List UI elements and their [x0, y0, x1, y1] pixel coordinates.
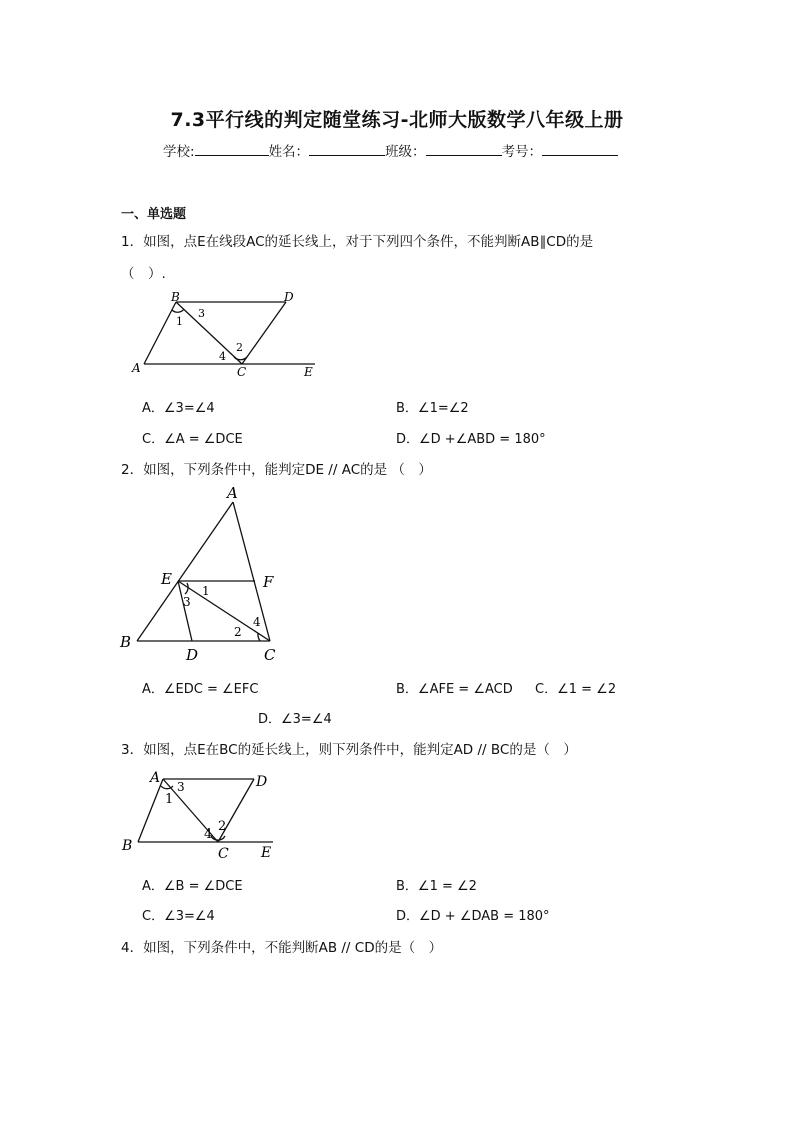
q1-angle-1: 1 — [176, 315, 183, 328]
q2-label-b: B — [120, 633, 132, 651]
q1-line-bc — [176, 302, 242, 364]
q2-label-a: A — [227, 484, 238, 502]
q1-line-ab — [144, 302, 176, 364]
section-heading: 一、单选题 — [121, 207, 187, 222]
q2-line-ba — [137, 502, 233, 641]
page-title: 7.3平行线的判定随堂练习-北师大版数学八年级上册 — [170, 109, 624, 131]
q3-option-b[interactable]: B．∠1 = ∠2 — [396, 879, 477, 894]
q1-option-b[interactable]: B．∠1=∠2 — [396, 401, 469, 416]
q3-label-b: B — [122, 838, 133, 854]
name-label: 姓名： — [268, 144, 310, 160]
q3-angle-1: 1 — [165, 792, 174, 807]
number-blank[interactable] — [542, 143, 618, 156]
q1-label-c: C — [237, 365, 247, 379]
q2-angle-4: 4 — [253, 615, 261, 629]
q1-line-dc — [242, 302, 286, 364]
q2-text: 2．如图，下列条件中，能判定DE // AC的是 （ ） — [121, 462, 432, 478]
q1-text: 1．如图，点E在线段AC的延长线上，对于下列四个条件，不能判断AB∥CD的是 — [121, 234, 594, 250]
q2-option-b[interactable]: B．∠AFE = ∠ACD — [396, 682, 513, 697]
class-label: 班级： — [385, 144, 426, 160]
q2-label-c: C — [264, 646, 276, 664]
q1-angle-2: 2 — [236, 341, 243, 354]
q1-option-a[interactable]: A．∠3=∠4 — [142, 401, 215, 416]
q1-angle-4: 4 — [219, 350, 226, 363]
q2-figure — [115, 480, 295, 666]
q1-angle-3: 3 — [198, 307, 205, 320]
q3-label-e: E — [261, 845, 272, 861]
q1-arc-1 — [172, 309, 184, 312]
q2-angle-3: 3 — [183, 595, 191, 609]
q3-option-a[interactable]: A．∠B = ∠DCE — [142, 879, 243, 894]
q2-label-e: E — [161, 570, 172, 588]
q2-label-f: F — [263, 573, 274, 591]
q3-option-c[interactable]: C．∠3=∠4 — [142, 909, 215, 924]
q1-label-b: B — [171, 290, 180, 304]
q3-angle-2: 2 — [218, 819, 227, 834]
q2-option-c[interactable]: C．∠1 = ∠2 — [535, 682, 617, 697]
q3-text: 3．如图，点E在BC的延长线上，则下列条件中，能判定AD // BC的是（ ） — [121, 742, 577, 758]
q1-label-e: E — [304, 365, 313, 379]
q3-label-c: C — [218, 846, 229, 862]
q3-figure — [118, 764, 288, 864]
q2-line-ed — [178, 581, 192, 641]
q2-option-a[interactable]: A．∠EDC = ∠EFC — [142, 682, 259, 697]
q4-text: 4．如图，下列条件中，不能判断AB // CD的是（ ） — [121, 940, 443, 956]
q1-text-cont: （ ）. — [121, 266, 166, 282]
q2-angle-1: 1 — [202, 584, 210, 598]
q2-angle-2: 2 — [234, 625, 242, 639]
name-blank[interactable] — [309, 143, 385, 156]
school-label: 学校: — [163, 144, 195, 160]
q3-label-d: D — [256, 774, 268, 790]
q1-label-a: A — [132, 361, 141, 375]
q2-arc-1 — [185, 583, 188, 594]
q1-label-d: D — [284, 290, 294, 304]
class-blank[interactable] — [426, 143, 502, 156]
student-info-line — [163, 140, 618, 160]
q2-option-d[interactable]: D．∠3=∠4 — [258, 712, 332, 727]
q1-figure — [130, 288, 330, 382]
school-blank[interactable] — [195, 143, 269, 156]
q2-label-d: D — [186, 646, 199, 664]
number-label: 考号： — [501, 144, 543, 160]
q3-angle-3: 3 — [177, 780, 185, 794]
q3-line-ba — [138, 779, 163, 842]
q1-option-d[interactable]: D．∠D +∠ABD = 180° — [396, 432, 546, 447]
q1-option-c[interactable]: C．∠A = ∠DCE — [142, 432, 243, 447]
q3-option-d[interactable]: D．∠D + ∠DAB = 180° — [396, 909, 550, 924]
q3-arc-1 — [161, 786, 173, 789]
q3-label-a: A — [150, 770, 161, 786]
q3-angle-4: 4 — [204, 827, 213, 842]
